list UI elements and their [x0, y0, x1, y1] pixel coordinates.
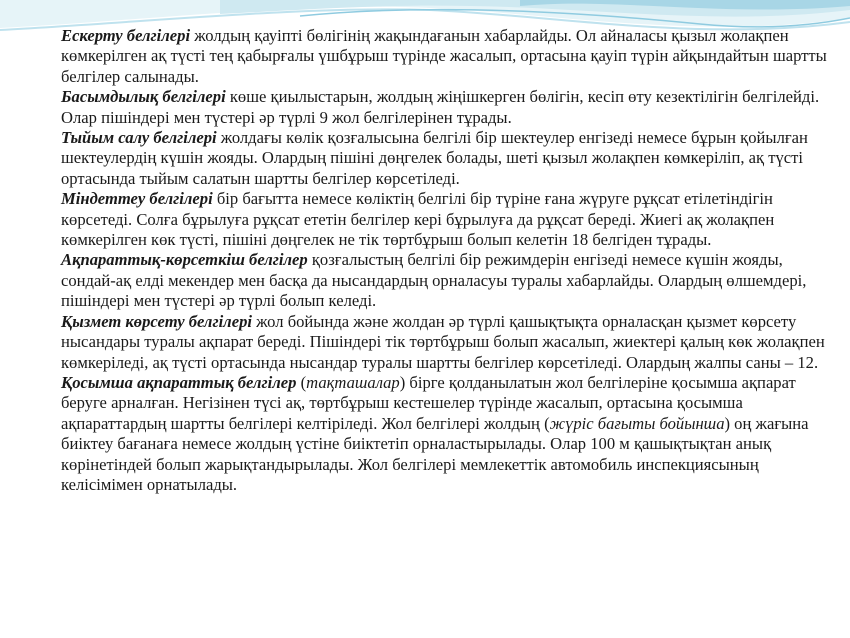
italic-note: тақташалар [306, 372, 400, 392]
paragraph-text: көше қиылыстарын, жолдың жіңішкерген бөлігін, кесіп өту кезектілігін белгілейді. Олар пішіндері мен түстері әр түрлі 9 жол белгілерінен тұрады. [61, 87, 820, 127]
term-additional-signs: Қосымша ақпараттық белгілер [61, 372, 297, 392]
paragraph-service-signs [61, 312, 831, 373]
paragraph-text: ( [296, 372, 307, 392]
paragraph-text: ) оң жағына биіктеу бағанаға немесе жолдың үстіне биіктетіп орналастырылады. Олар 100 м қашықтықтан анық көрінетіндей болып жарықтандырылады. Жол белгілері мемлекеттік автомобиль инспекциясының келісімімен орнатылады. [61, 413, 809, 494]
paragraph-priority-signs [61, 87, 831, 128]
paragraph-information-signs [61, 250, 831, 311]
term-service-signs: Қызмет көрсету белгілері [61, 311, 252, 331]
term-mandatory-signs: Міндеттеу белгілері [61, 189, 213, 209]
paragraph-text: ) бірге қолданылатын жол белгілеріне қосымша ақпарат беруге арналған. Негізінен түсі ақ, төртбұрыш кестешелер түрінде жасалып, ортасына қосымша ақпараттардың шартты белгілері келтіріледі. Жол белгілері жолдың ( [61, 372, 796, 433]
paragraph-text: жолдың қауіпті бөлігінің жақындағанын хабарлайды. Ол айналасы қызыл жолақпен көмкерілген ақ түсті тең қабырғалы үшбұрыш түрінде жасалып, ортасына қауіп түрін айқындайтын шартты белгілер салынады. [61, 26, 827, 86]
term-warning-signs: Ескерту белгілері [61, 26, 191, 45]
paragraph-text: жолдағы көлік қозғалысына белгілі бір шектеулер енгізеді немесе бұрын қойылған шектеулердің күшін жояды. Олардың пішіні дөңгелек болады, шеті қызыл жолақпен көмкеріліп, ақ түсті ортасында тыйым салатын шартты белгілер көрсетіледі. [61, 128, 808, 188]
term-information-signs: Ақпараттық-көрсеткіш белгілер [61, 250, 308, 270]
paragraph-text: қозғалыстың белгілі бір режимдерін енгізеді немесе күшін жояды, сондай-ақ елді мекендер мен басқа да нысандардың орналасуы туралы хабарлайды. Олардың өлшемдері, пішіндері мен түстері әр түрлі болып келеді. [61, 250, 807, 311]
paragraph-text: бір бағытта немесе көліктің белгілі бір түріне ғана жүруге рұқсат етілетіндігін көрсетеді. Солға бұрылуға рұқсат ететін белгілер кері бұрылуға да рұқсат береді. Жиегі ақ жолақпен көмкерілген көк түсті, пішіні дөңгелек не тік төртбұрыш болып келетін 18 белгіден тұрады. [61, 189, 775, 250]
paragraph-warning-signs [61, 26, 831, 87]
paragraph-prohibitory-signs [61, 128, 831, 189]
paragraph-text: жол бойында және жолдан әр түрлі қашықтықта орналасқан қызмет көрсету нысандары туралы ақпарат береді. Пішіндері тік төртбұрыш болып жасалып, жиектері қалың көк жолақпен көмкеріледі, ақ түсті ортасында нысандар туралы шартты белгілер көрсетіледі. Олардың жалпы саны – 12. [61, 311, 825, 372]
paragraph-mandatory-signs [61, 189, 831, 250]
slide-body [61, 26, 831, 495]
italic-note: жүріс бағыты бойынша [549, 413, 725, 433]
term-prohibitory-signs: Тыйым салу белгілері [61, 128, 217, 148]
term-priority-signs: Басымдылық белгілері [61, 87, 226, 107]
paragraph-additional-signs [61, 373, 831, 495]
